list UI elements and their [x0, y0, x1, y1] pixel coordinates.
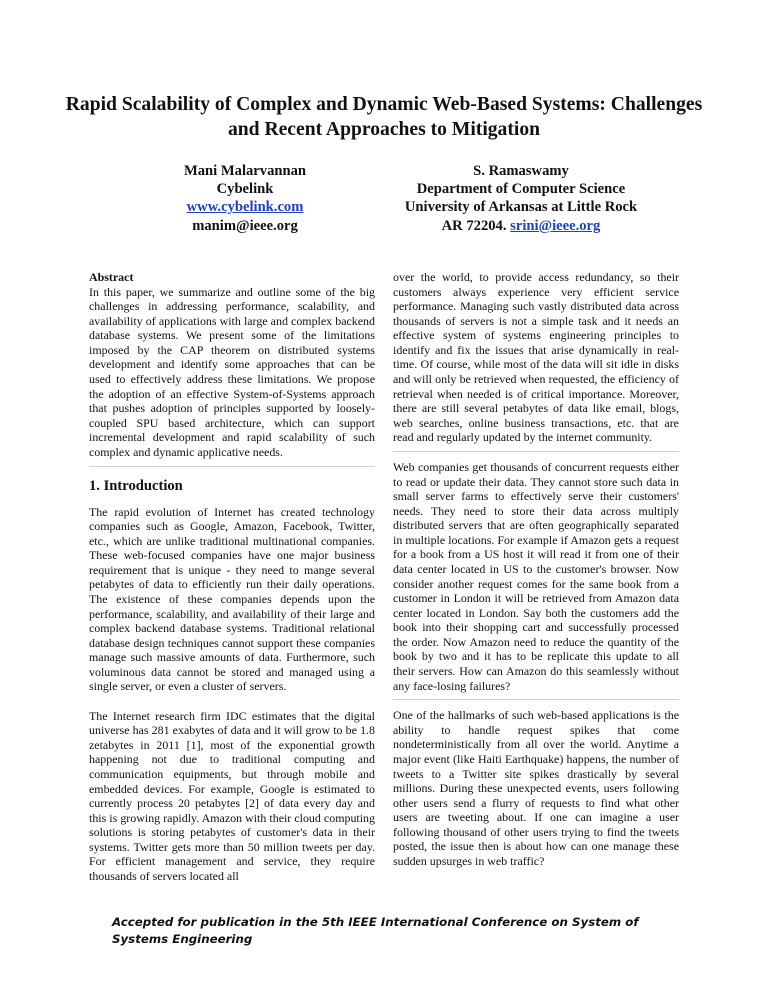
left-column	[89, 270, 375, 884]
intro-paragraph: Web companies get thousands of concurrent requests either to read or update their data. They cannot store such data in small server farms to effectively serve their customers' needs. They need to store their data across multiply distributed servers that are often geographically separated in multiple locations. For example if Amazon gets a request for a book from a US host it will read it from one of their data center located in US to the customer's browser. Now consider another request comes for the same book from a customer in London it will be retrieved from Amazon data center located in London. Say both the customers add the book into their shopping cart and successfully processed the order. Now Amazon need to reduce the quantity of the book by two and it has to be replicate this update to all their servers. How can Amazon do this seamlessly without any face-losing failures?	[393, 459, 679, 693]
author-university: University of Arkansas at Little Rock	[404, 199, 638, 216]
intro-paragraph: One of the hallmarks of such web-based applications is the ability to handle request spikes that come nondeterministically from all over the world. Anytime a major event (like Haiti Earthquake) happens, the number of tweets to a Twitter site spikes drastically by several millions. During these unexpected events, users following other users send a flurry of requests to find what other users are tweeting about. If one can imagine a user following thousand of other users trying to find the tweets posted, the issue then is about how can one manage these sudden upsurges in web traffic?	[393, 708, 679, 868]
author-email: manim@ieee.org	[192, 217, 298, 234]
abstract-heading: Abstract	[89, 270, 134, 284]
author-name: Mani Malarvannan	[183, 163, 307, 179]
author-affiliation: Cybelink	[216, 181, 274, 198]
author-website-link[interactable]: www.cybelink.com	[186, 199, 304, 216]
paper-title: Rapid Scalability of Complex and Dynamic Web-Based Systems: Challenges and Recent Approaches to Mitigation	[65, 94, 703, 140]
intro-paragraph: The rapid evolution of Internet has created technology companies such as Google, Amazon, Facebook, Twitter, etc., which are unlike traditional multinational companies. These web-focused companies have one major business requirement that is unique - they need to mange several petabytes of data to efficiently run their daily operations. The existence of these companies depends upon the performance, scalability, and availability of their large and complex backend database systems. Traditional relational database design techniques cannot support these companies manage such massive amounts of data. Furthermore, such voluminous data cannot be stored and managed using a single server, or even a cluster of servers.	[89, 504, 375, 694]
abstract-text: In this paper, we summarize and outline some of the big challenges in addressing performance, scalability, and availability of applications with large and complex backend database systems. We present some of the limitations imposed by the CAP theorem on distributed systems development and identify some approaches that can be used to effectively address these limitations. We propose the adoption of an effective System-of-Systems approach that pushes adoption of principles supported by loosely-coupled SPU based architecture, which can support incremental development and rapid scalability of such complex and dynamic applicative needs.	[89, 284, 375, 459]
section-heading: 1. Introduction	[89, 477, 183, 494]
author-block-1	[145, 162, 345, 235]
publication-note: Accepted for publication in the 5th IEEE International Conference on System of Systems Engineering	[112, 915, 639, 946]
right-column	[393, 270, 679, 869]
author-name: S. Ramaswamy	[473, 163, 569, 179]
author-email-link[interactable]: srini@ieee.org	[510, 217, 601, 234]
author-block-2	[378, 162, 664, 235]
intro-paragraph: over the world, to provide access redundancy, so their customers always experience very efficient service performance. Managing such vastly distributed data across thousands of servers is not a simple task and it needs an effective system of systems engineering principles to identify and fix the issues that arise dynamically in real-time. Of course, while most of the data will sit idle in disks and will only be retrieved when requested, the efficiency of retrieval when needed is of critical importance. Moreover, there are still several petabytes of data like email, blogs, web searches, online business transactions, etc. that are read and regularly updated by the internet community.	[393, 270, 679, 445]
author-department: Department of Computer Science	[416, 181, 626, 198]
author-location: AR 72204.	[441, 217, 507, 234]
intro-paragraph: The Internet research firm IDC estimates that the digital universe has 281 exabytes of data and it will grow to be 1.8 zetabytes in 2011 [1], most of the exponential growth happening not due to traditional computing and communication equipments, but through mobile and embedded devices. For example, Google is estimated to currently process 20 petabytes [2] of data every day and this is growing rapidly. Amazon with their cloud computing solutions is storing petabytes of customer's data in their systems. Twitter gets more than 50 million tweets per day. For efficient management and service, they require thousands of servers located all	[89, 708, 375, 883]
